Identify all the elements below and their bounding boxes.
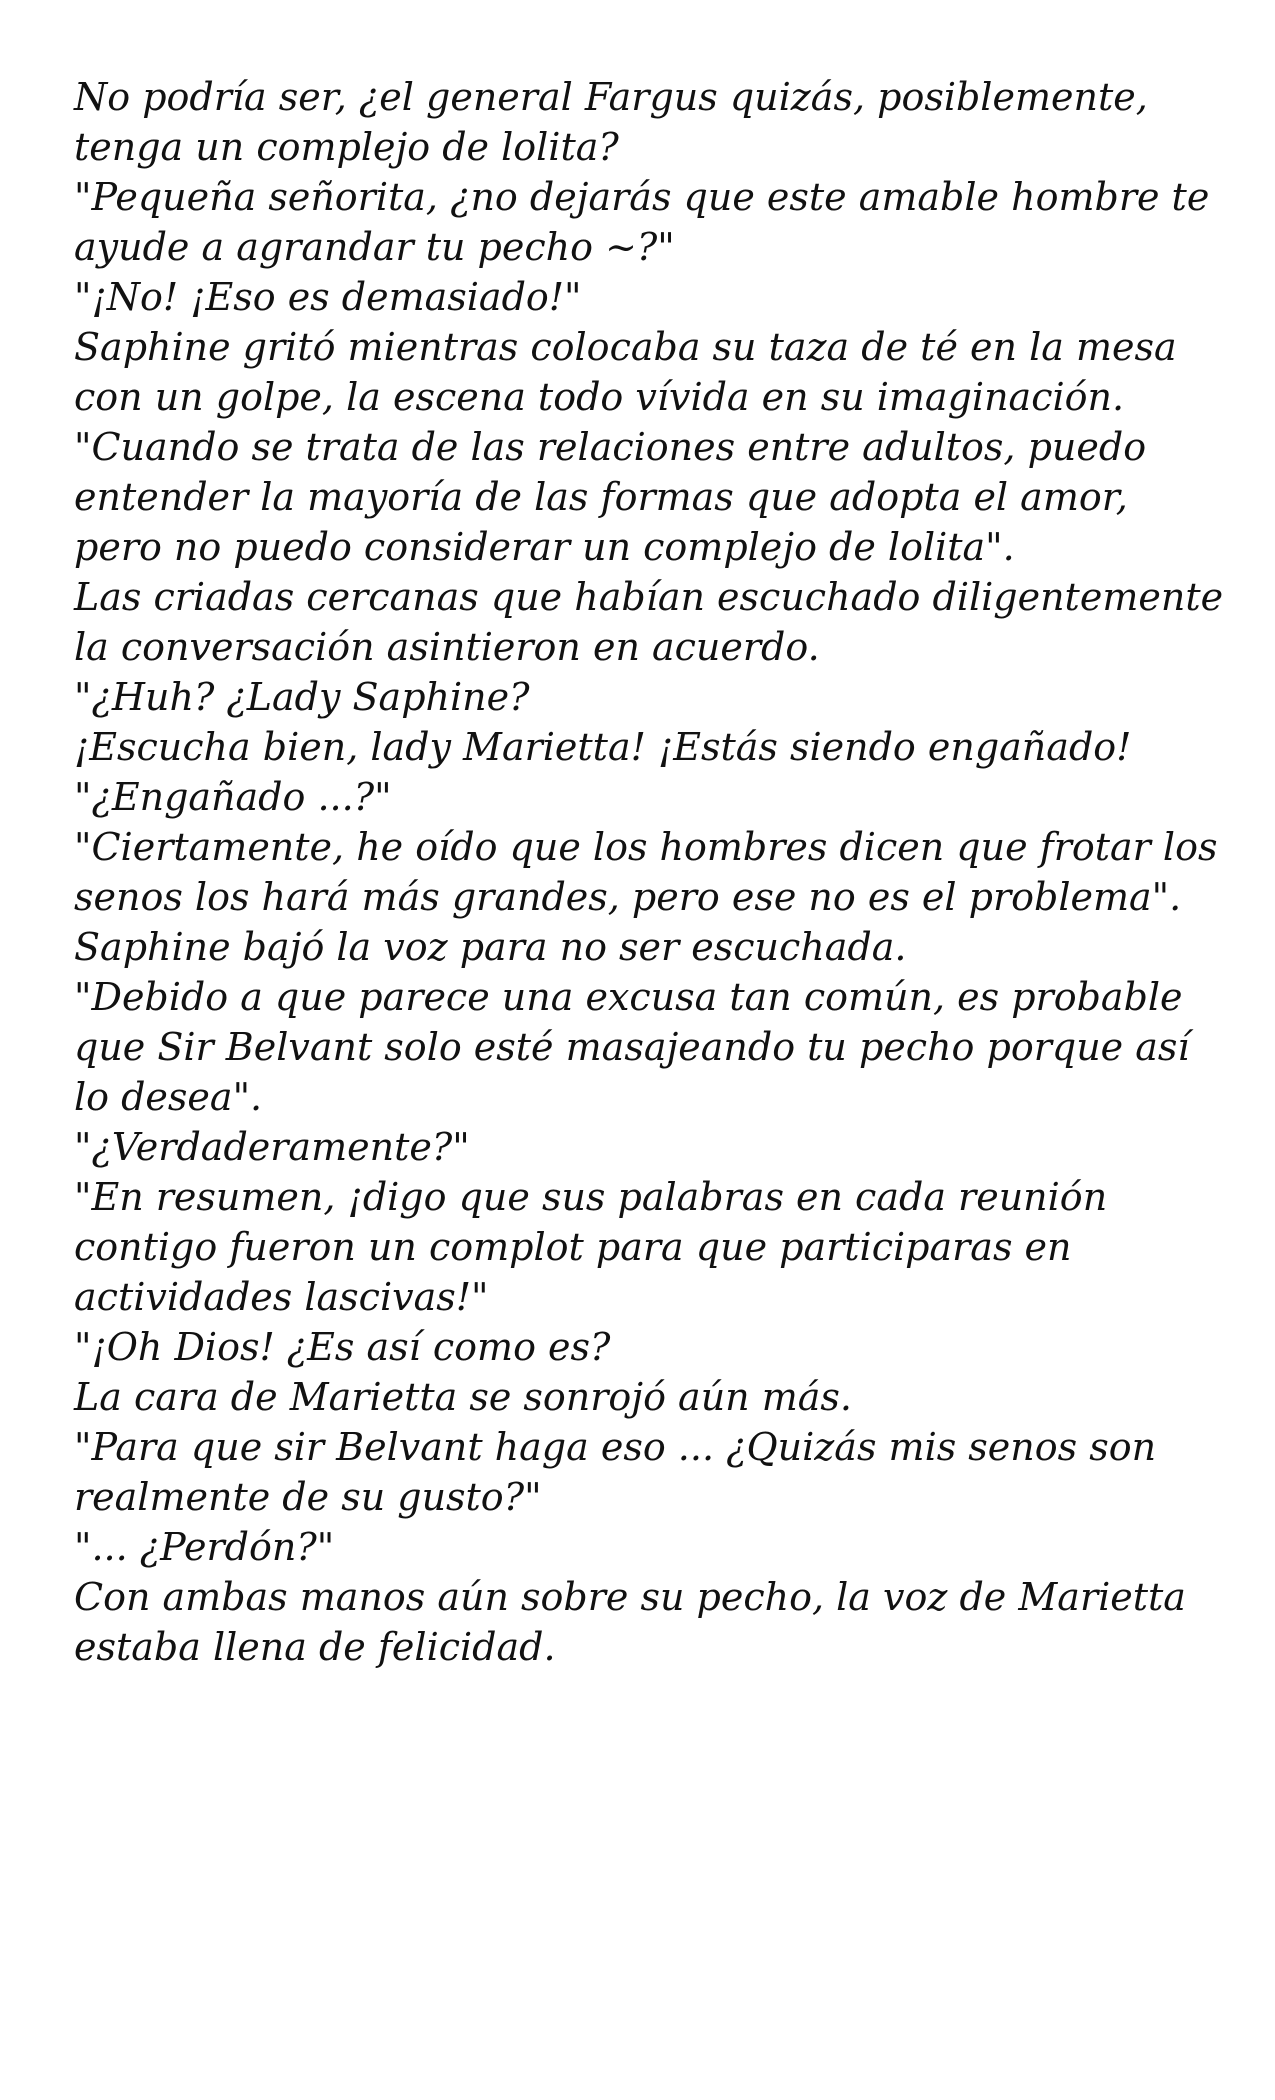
paragraph: Con ambas manos aún sobre su pecho, la voz de Marietta estaba llena de felicidad. (74, 1575, 1186, 1669)
paragraph: Las criadas cercanas que habían escuchado diligentemente la conversación asintieron en acuerdo. (74, 575, 1224, 669)
paragraph: "En resumen, ¡digo que sus palabras en cada reunión contigo fueron un complot para que participaras en actividades lascivas!" (74, 1175, 1108, 1319)
paragraph: "¿Huh? ¿Lady Saphine? (74, 675, 530, 719)
paragraph: "¿Engañado ...?" (74, 775, 392, 819)
paragraph: "Pequeña señorita, ¿no dejarás que este amable hombre te ayude a agrandar tu pecho ~?" (74, 175, 1210, 269)
document-page (74, 72, 1224, 1672)
paragraph: No podría ser, ¿el general Fargus quizás, posiblemente, tenga un complejo de lolita? (74, 75, 1148, 169)
paragraph: ¡Escucha bien, lady Marietta! ¡Estás siendo engañado! (74, 725, 1132, 769)
paragraph: "... ¿Perdón?" (74, 1525, 335, 1569)
paragraph: "¿Verdaderamente?" (74, 1125, 470, 1169)
paragraph: "¡No! ¡Eso es demasiado!" (74, 275, 582, 319)
paragraph: "¡Oh Dios! ¿Es así como es? (74, 1325, 611, 1369)
paragraph: "Cuando se trata de las relaciones entre adultos, puedo entender la mayoría de las formas que adopta el amor, pero no puedo considerar un complejo de lolita". (74, 425, 1147, 569)
paragraph: "Debido a que parece una excusa tan común, es probable que Sir Belvant solo esté masajeando tu pecho porque así lo desea". (74, 975, 1190, 1119)
paragraph: La cara de Marietta se sonrojó aún más. (74, 1375, 852, 1419)
paragraph: "Ciertamente, he oído que los hombres dicen que frotar los senos los hará más grandes, pero ese no es el problema". (74, 825, 1218, 919)
paragraph: Saphine bajó la voz para no ser escuchada. (74, 925, 907, 969)
paragraph: "Para que sir Belvant haga eso ... ¿Quizás mis senos son realmente de su gusto?" (74, 1425, 1157, 1519)
paragraph: Saphine gritó mientras colocaba su taza de té en la mesa con un golpe, la escena todo vívida en su imaginación. (74, 325, 1177, 419)
